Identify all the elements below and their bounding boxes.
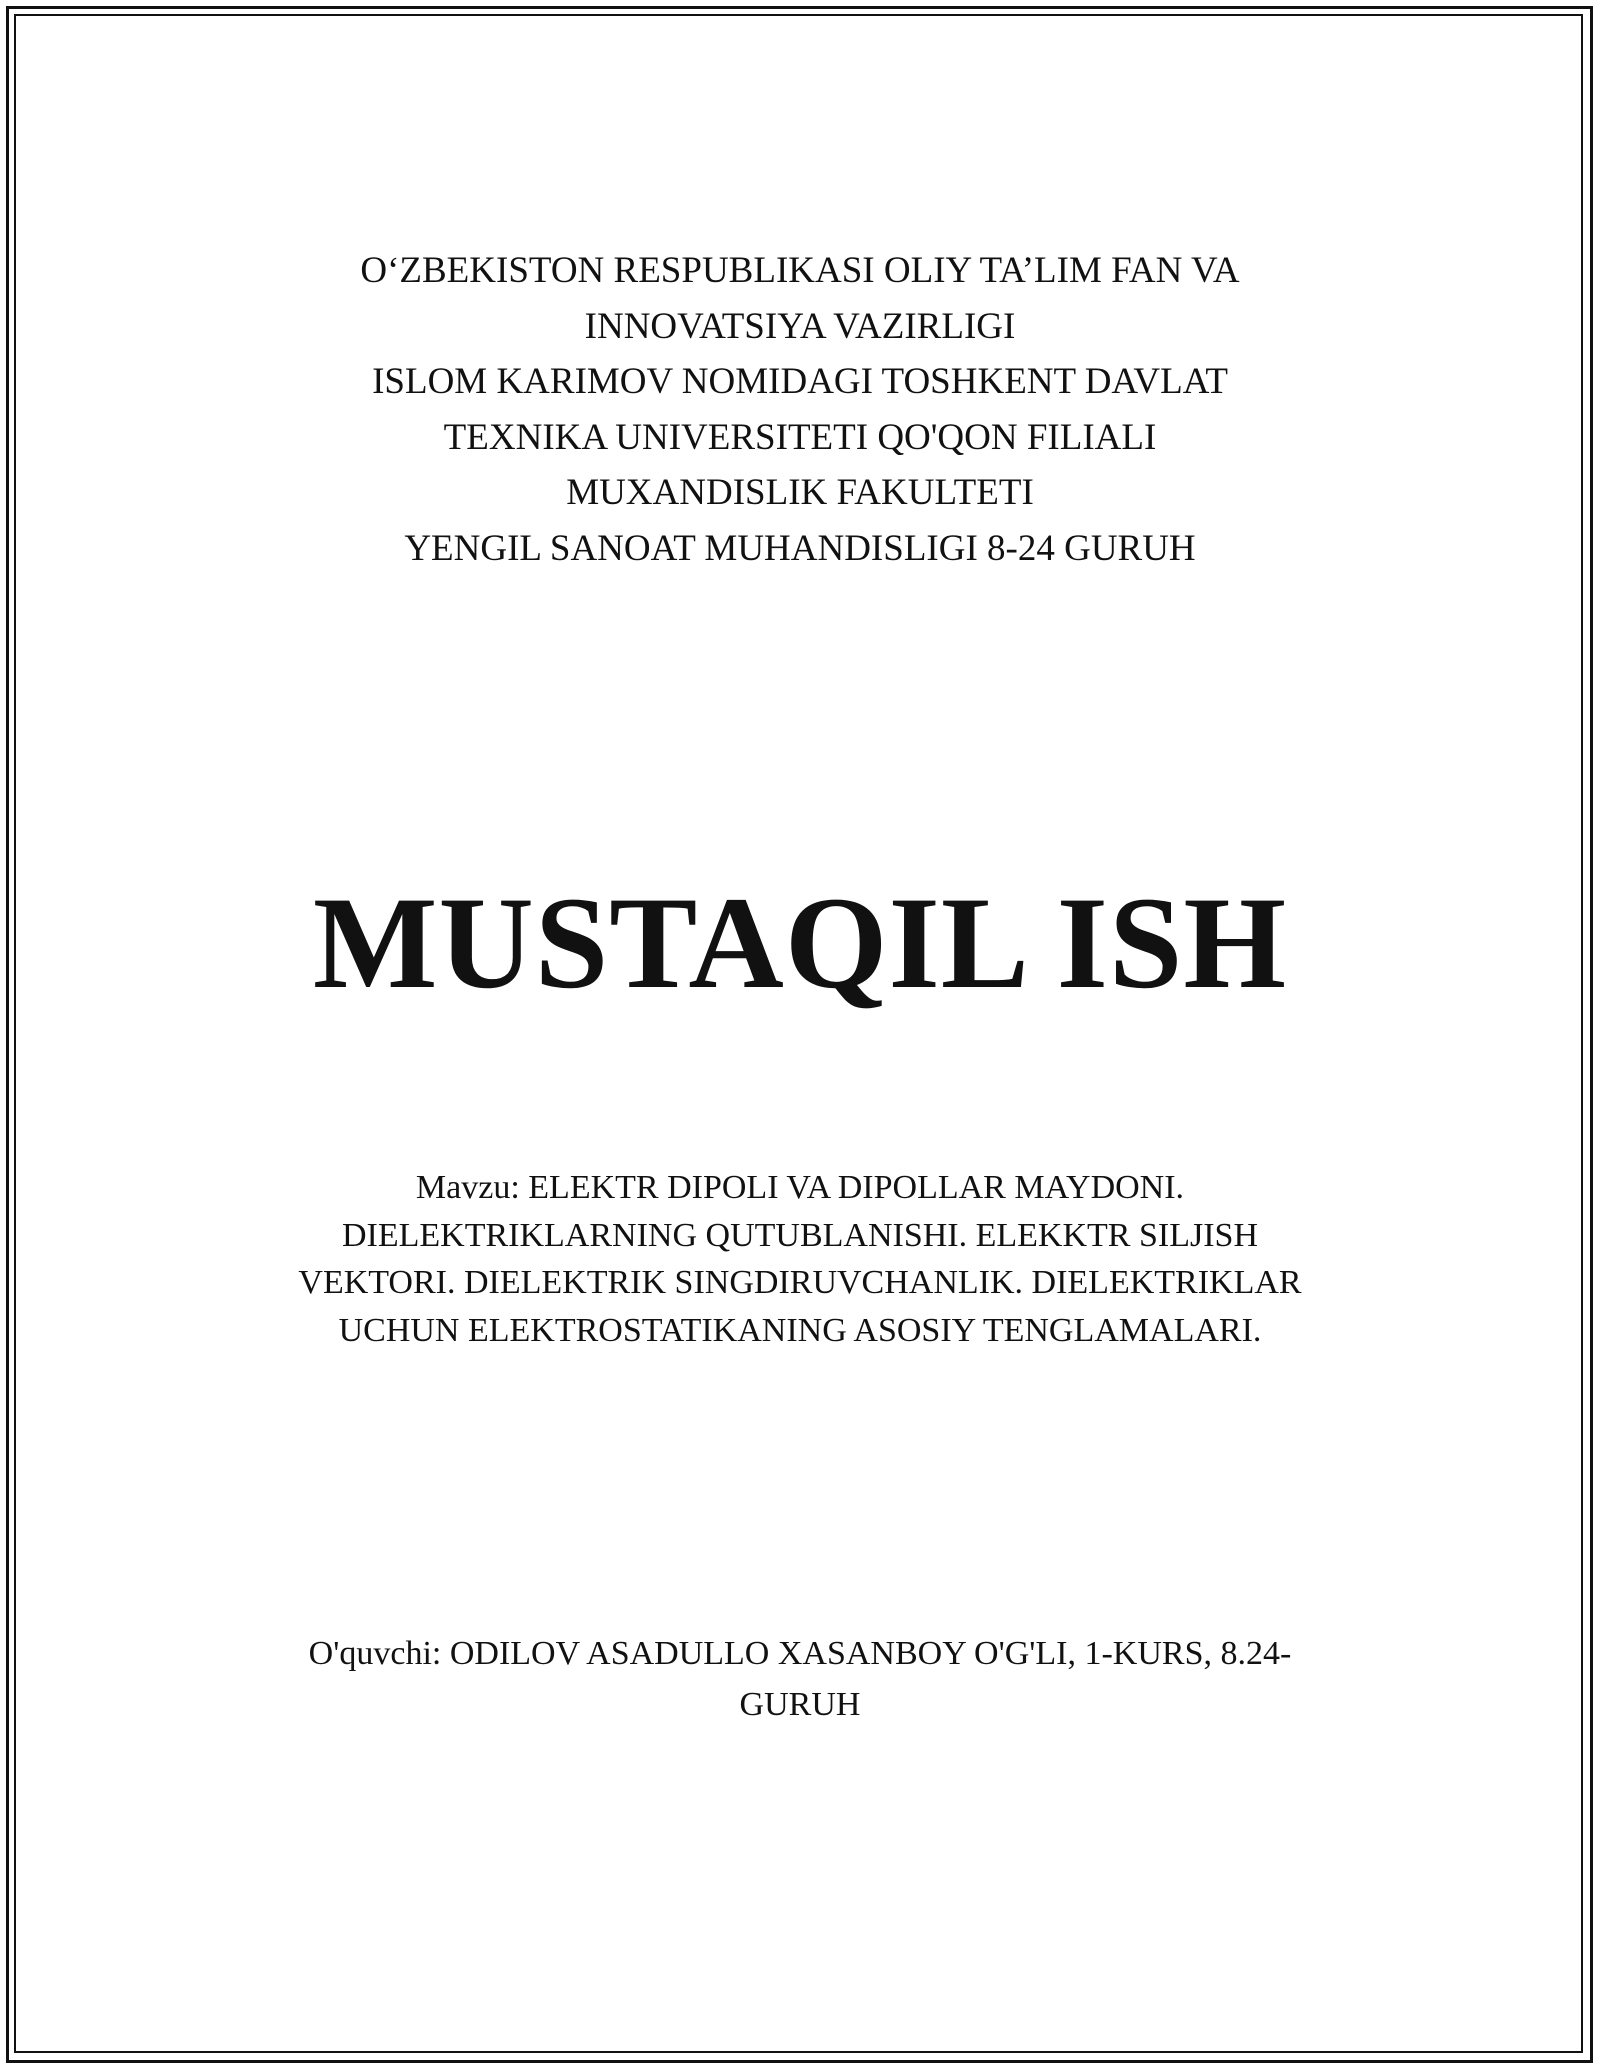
student-line-2: GURUH [739, 1686, 861, 1723]
document-title: MUSTAQIL ISH [312, 869, 1288, 1016]
topic-line-1: Mavzu: ELEKTR DIPOLI VA DIPOLLAR MAYDONI. [415, 1169, 1185, 1206]
topic-line-2: DIELEKTRIKLARNING QUTUBLANISHI. ELEKKTR SILJISH [341, 1216, 1258, 1254]
student-line-1: O'quvchi: ODILOV ASADULLO XASANBOY O'G'LI, 1-KURS, 8.24- [308, 1635, 1292, 1672]
topic-line-3: VEKTORI. DIELEKTRIK SINGDIRUVCHANLIK. DIELEKTRIKLAR [298, 1264, 1302, 1301]
header-line-university: ISLOM KARIMOV NOMIDAGI TOSHKENT DAVLAT [372, 361, 1228, 402]
header-line-university-cont: TEXNIKA UNIVERSITETI QO'QON FILIALI [443, 416, 1157, 458]
header-line-group: YENGIL SANOAT MUHANDISLIGI 8-24 GURUH [404, 527, 1196, 569]
header-line-ministry-cont: INNOVATSIYA VAZIRLIGI [584, 305, 1016, 347]
student-block [0, 1628, 1600, 1730]
header-line-faculty: MUXANDISLIK FAKULTETI [566, 472, 1034, 513]
header-line-ministry: O‘ZBEKISTON RESPUBLIKASI OLIY TA’LIM FAN VA [360, 250, 1240, 291]
topic-line-4: UCHUN ELEKTROSTATIKANING ASOSIY TENGLAMALARI. [338, 1311, 1262, 1349]
topic-block [0, 1164, 1600, 1354]
institution-header [0, 243, 1600, 576]
